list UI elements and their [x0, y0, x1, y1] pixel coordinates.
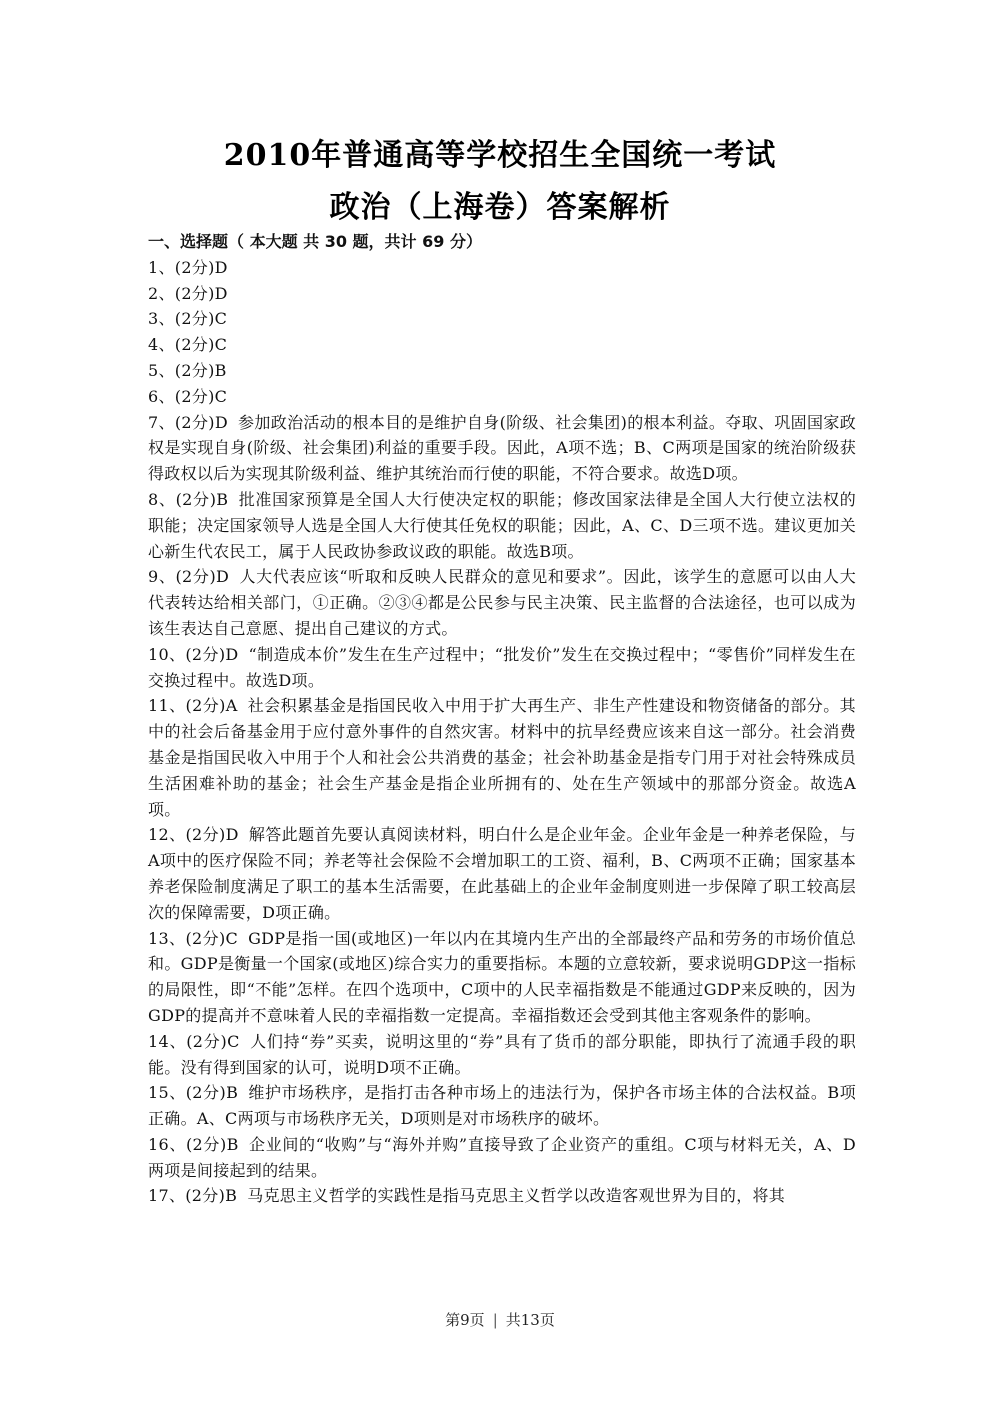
question-answer: B: [216, 489, 229, 509]
question-number: 11、: [148, 696, 186, 716]
question-number: 2、: [148, 283, 175, 303]
question-number: 4、: [148, 335, 175, 355]
question-number: 1、: [148, 257, 175, 277]
question-answer: B: [226, 1083, 239, 1103]
question-score: (2分): [185, 1186, 226, 1206]
answer-item: [148, 281, 856, 307]
answer-item: [148, 1132, 856, 1184]
question-answer: B: [226, 1134, 239, 1154]
answer-explanation: 维护市场秩序，是指打击各种市场上的违法行为，保护各市场主体的合法权益。B项正确。A、C两项与市场秩序无关，D项则是对市场秩序的破坏。: [148, 1083, 856, 1129]
answer-item: [148, 487, 856, 564]
document-title: 2010年普通高等学校招生全国统一考试: [223, 138, 777, 173]
question-answer: D: [214, 257, 228, 277]
question-number: 12、: [148, 825, 186, 845]
answer-item: [148, 384, 856, 410]
answer-item: [148, 693, 856, 822]
question-number: 10、: [148, 644, 186, 664]
answer-item: [148, 358, 856, 384]
question-number: 15、: [148, 1083, 186, 1103]
question-score: (2分): [174, 360, 215, 380]
answer-explanation: 参加政治活动的根本目的是维护自身(阶级、社会集团)的根本利益。夺取、巩固国家政权是实现自身(阶级、社会集团)利益的重要手段。因此，A项不选；B、C两项是国家的统治阶级获得政权以后为实现其阶级利益、维护其统治而行使的职能，不符合要求。故选D项。: [148, 412, 856, 484]
question-number: 14、: [148, 1031, 187, 1051]
question-score: (2分): [185, 825, 226, 845]
answer-item: [148, 332, 856, 358]
question-score: (2分): [174, 386, 215, 406]
answer-item: [148, 822, 856, 925]
question-answer: D: [216, 567, 230, 587]
document-subtitle: 政治（上海卷）答案解析: [329, 190, 671, 225]
question-number: 6、: [148, 386, 175, 406]
answer-explanation: 马克思主义哲学的实践性是指马克思主义哲学以改造客观世界为目的，将其: [247, 1186, 786, 1206]
section-heading: 一、选择题（ 本大题 共 30 题，共计 69 分）: [148, 232, 482, 251]
answer-explanation: “制造成本价”发生在生产过程中；“批发价”发生在交换过程中；“零售价”同样发生在交换过程中。故选D项。: [148, 644, 856, 690]
answer-explanation: 批准国家预算是全国人大行使决定权的职能；修改国家法律是全国人大行使立法权的职能；决定国家领导人选是全国人大行使其任免权的职能；因此，A、C、D三项不选。建议更加关心新生代农民工，属于人民政协参政议政的职能。故选B项。: [148, 489, 856, 561]
question-number: 3、: [148, 309, 175, 329]
question-answer: C: [214, 309, 228, 329]
answer-item: [148, 564, 856, 641]
question-number: 9、: [148, 567, 176, 587]
answer-item: [148, 306, 856, 332]
question-score: (2分): [174, 309, 215, 329]
answer-explanation: 人们持“券”买卖，说明这里的“券”具有了货币的部分职能，即执行了流通手段的职能。没有得到国家的认可，说明D项不正确。: [148, 1031, 856, 1077]
answer-explanation: 人大代表应该“听取和反映人民群众的意见和要求”。因此，该学生的意愿可以由人大代表转达给相关部门，①正确。②③④都是公民参与民主决策、民主监督的合法途径，也可以成为该生表达自己意愿、提出自己建议的方式。: [148, 567, 856, 638]
footer-separator: |: [492, 1311, 498, 1329]
answer-item: [148, 926, 856, 1029]
question-score: (2分): [185, 644, 226, 664]
answer-list: [148, 255, 856, 1209]
page-footer: [0, 1309, 1000, 1330]
answer-explanation: GDP是指一国(或地区)一年以内在其境内生产出的全部最终产品和劳务的市场价值总和。GDP是衡量一个国家(或地区)综合实力的重要指标。本题的立意较新，要求说明GDP这一指标的局限性，即“不能”怎样。在四个选项中，C项中的人民幸福指数是不能通过GDP来反映的，因为GDP的提高并不意味着人民的幸福指数一定提高。幸福指数还会受到其他主客观条件的影响。: [148, 928, 856, 1025]
answer-item: [148, 642, 856, 694]
question-score: (2分): [174, 257, 215, 277]
question-answer: C: [227, 1031, 240, 1051]
question-score: (2分): [174, 335, 215, 355]
answer-item: [148, 1080, 856, 1132]
question-answer: D: [225, 644, 239, 664]
answer-explanation: 企业间的“收购”与“海外并购”直接导致了企业资产的重组。C项与材料无关，A、D两项是间接起到的结果。: [148, 1134, 857, 1180]
question-score: (2分): [185, 1083, 227, 1103]
question-score: (2分): [174, 283, 215, 303]
question-number: 5、: [148, 360, 175, 380]
page-total: 共13页: [505, 1311, 555, 1329]
question-score: (2分): [174, 412, 215, 432]
answer-item: [148, 255, 856, 281]
question-answer: A: [225, 696, 238, 716]
question-number: 13、: [148, 928, 186, 948]
answer-item: [148, 1029, 856, 1081]
question-score: (2分): [185, 696, 226, 716]
question-answer: B: [225, 1186, 238, 1206]
question-answer: D: [214, 283, 228, 303]
question-number: 8、: [148, 489, 176, 509]
question-score: (2分): [175, 567, 217, 587]
question-answer: D: [225, 825, 239, 845]
question-score: (2分): [175, 489, 217, 509]
question-score: (2分): [186, 1134, 227, 1154]
question-answer: C: [225, 928, 239, 948]
question-answer: C: [214, 335, 228, 355]
question-score: (2分): [185, 928, 226, 948]
question-number: 17、: [148, 1186, 186, 1206]
question-score: (2分): [186, 1031, 228, 1051]
answer-explanation: 社会积累基金是指国民收入中用于扩大再生产、非生产性建设和物资储备的部分。其中的社会后备基金用于应付意外事件的自然灾害。材料中的抗旱经费应该来自这一部分。社会消费基金是指国民收入中用于个人和社会公共消费的基金；社会补助基金是指专门用于对社会特殊成员生活困难补助的基金；社会生产基金是指企业所拥有的、处在生产领域中的那部分资金。故选A项。: [148, 696, 856, 819]
question-answer: B: [214, 360, 227, 380]
question-answer: D: [214, 412, 228, 432]
question-answer: C: [214, 386, 228, 406]
question-number: 7、: [148, 412, 175, 432]
answer-item: [148, 410, 856, 487]
question-number: 16、: [148, 1134, 186, 1154]
answer-content: [148, 229, 856, 1209]
page-number: 第9页: [445, 1311, 485, 1329]
answer-item: [148, 1183, 856, 1209]
answer-explanation: 解答此题首先要认真阅读材料，明白什么是企业年金。企业年金是一种养老保险，与A项中的医疗保险不同；养老等社会保险不会增加职工的工资、福利，B、C两项不正确；国家基本养老保险制度满足了职工的基本生活需要，在此基础上的企业年金制度则进一步保障了职工较高层次的保障需要，D项正确。: [148, 825, 856, 922]
